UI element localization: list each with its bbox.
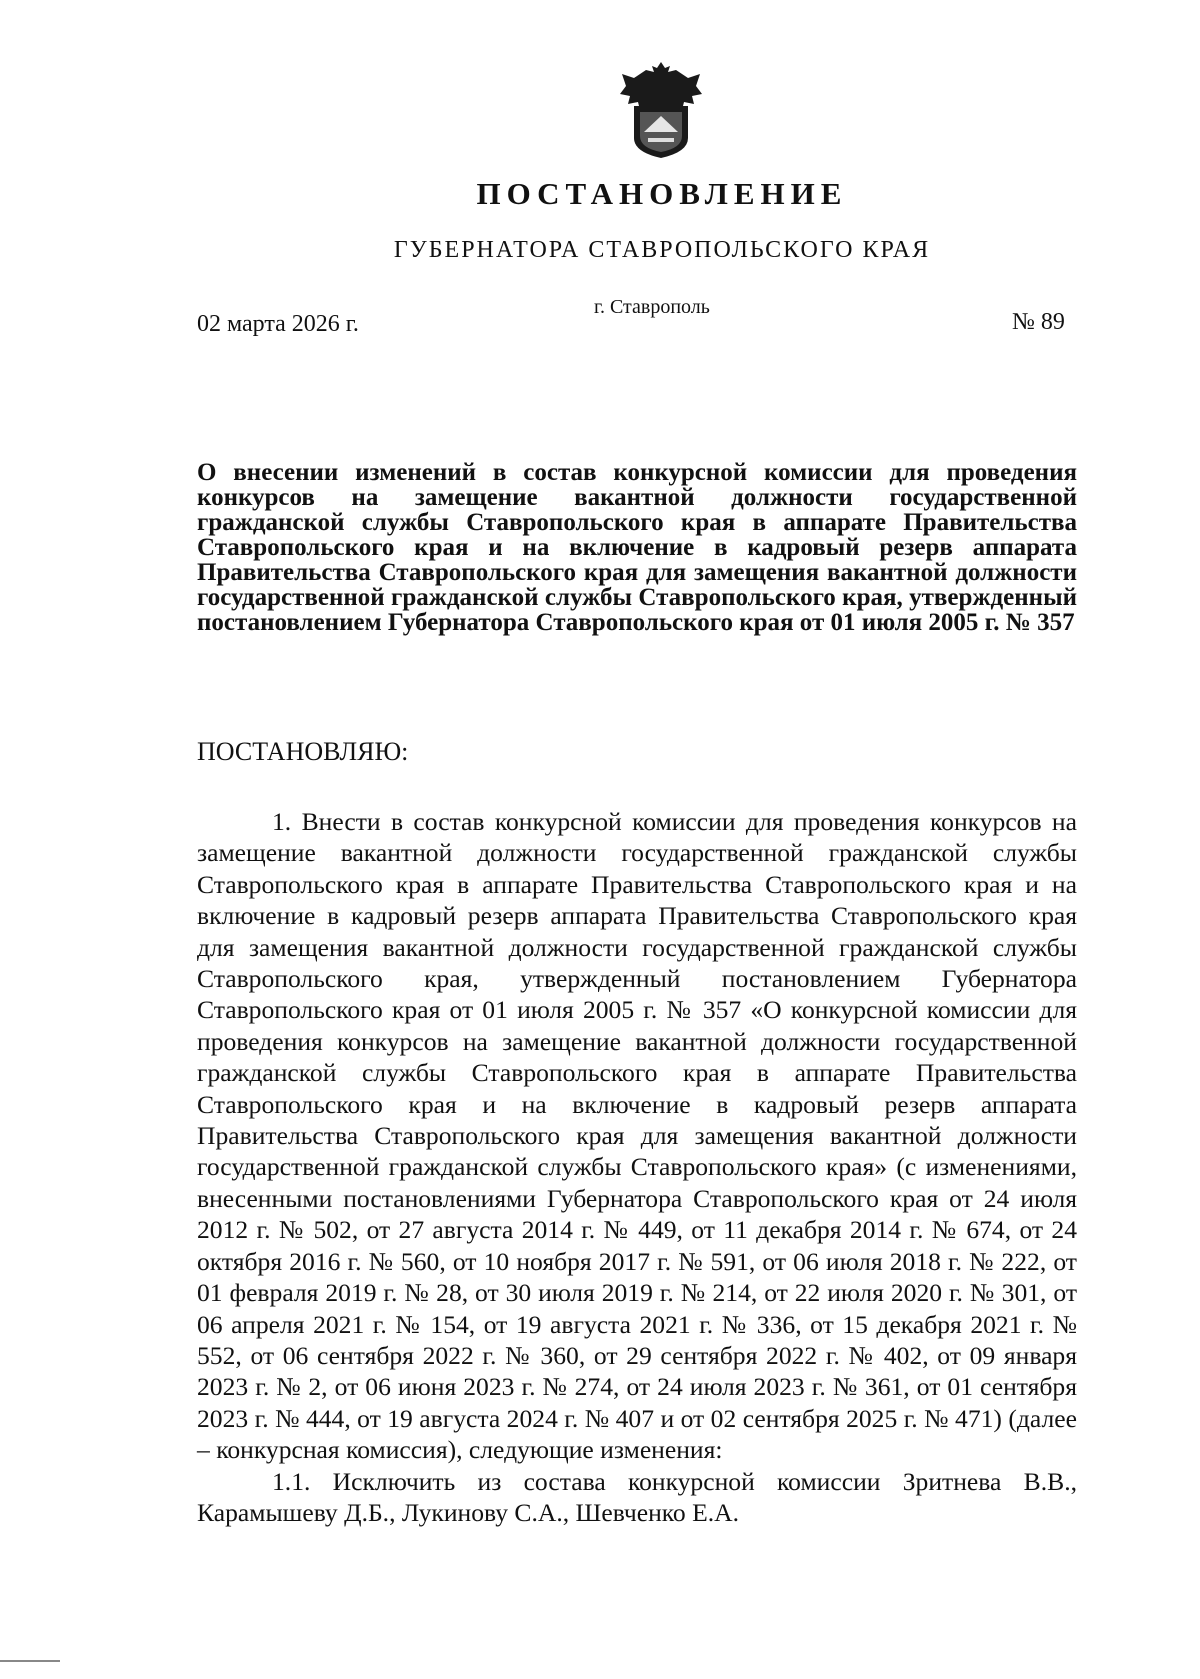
document-date: 02 марта 2026 г. xyxy=(197,311,359,337)
paragraph-1-1: 1.1. Исключить из состава конкурсной комиссии Зритнева В.В., Карамышеву Д.Б., Лукинову С.А., Шевченко Е.А. xyxy=(197,1466,1077,1527)
issuer-subtitle: ГУБЕРНАТОРА СТАВРОПОЛЬСКОГО КРАЯ xyxy=(393,237,931,263)
document-number: № 89 xyxy=(1012,309,1065,335)
coat-of-arms-icon xyxy=(618,60,704,160)
paragraph-1: 1. Внести в состав конкурсной комиссии для проведения конкурсов на замещение вакантной должности государственной гражданской службы Ставропольского края в аппарате Правительства Ставропольского края и на включение в кадровый резерв аппарата Правительства Ставропольского края для замещения вакантной должности государственной гражданской службы Ставропольского края, утвержденный постановлением Губернатора Ставропольского края от 01 июля 2005 г. № 357 «О конкурсной комиссии для проведения конкурсов на замещение вакантной должности государственной гражданской службы Ставропольского края в аппарате Правительства Ставропольского края и на включение в кадровый резерв аппарата Правительства Ставропольского края для замещения вакантной должности государственной гражданской службы Ставропольского края» (с изменениями, внесенными постановлениями Губернатора Ставропольского края от 24 июля 2012 г. № 502, от 27 августа 2014 г. № 449, от 11 декабря 2014 г. № 674, от 24 октября 2016 г. № 560, от 10 ноября 2017 г. № 591, от 06 июля 2018 г. № 222, от 01 февраля 2019 г. № 28, от 30 июля 2019 г. № 214, от 22 июля 2020 г. № 301, от 06 апреля 2021 г. № 154, от 19 августа 2021 г. № 336, от 15 декабря 2021 г. № 552, от 06 сентября 2022 г. № 360, от 29 сентября 2022 г. № 402, от 09 января 2023 г. № 2, от 06 июня 2023 г. № 274, от 24 июля 2023 г. № 361, от 01 сентября 2023 г. № 444, от 19 августа 2024 г. № 407 и от 02 сентября 2025 г. № 471) (далее – конкурсная комиссия), следующие изменения: xyxy=(197,807,1077,1465)
decree-word: ПОСТАНОВЛЯЮ: xyxy=(197,737,409,766)
document-subject: О внесении изменений в состав конкурсной комиссии для проведения конкурсов на замещение вакантной должности государственной гражданской службы Ставропольского края в аппарате Правительства Ставропольского края и на включение в кадровый резерв аппарата Правительства Ставропольского края для замещения вакантной должности государственной гражданской службы Ставропольского края, утвержденный постановлением Губернатора Ставропольского края от 01 июля 2005 г. № 357 xyxy=(197,459,1077,636)
document-city: г. Ставрополь xyxy=(594,296,710,318)
document-title: ПОСТАНОВЛЕНИЕ xyxy=(476,176,848,211)
scan-edge-mark xyxy=(0,1660,60,1662)
document-body xyxy=(197,806,1077,1528)
